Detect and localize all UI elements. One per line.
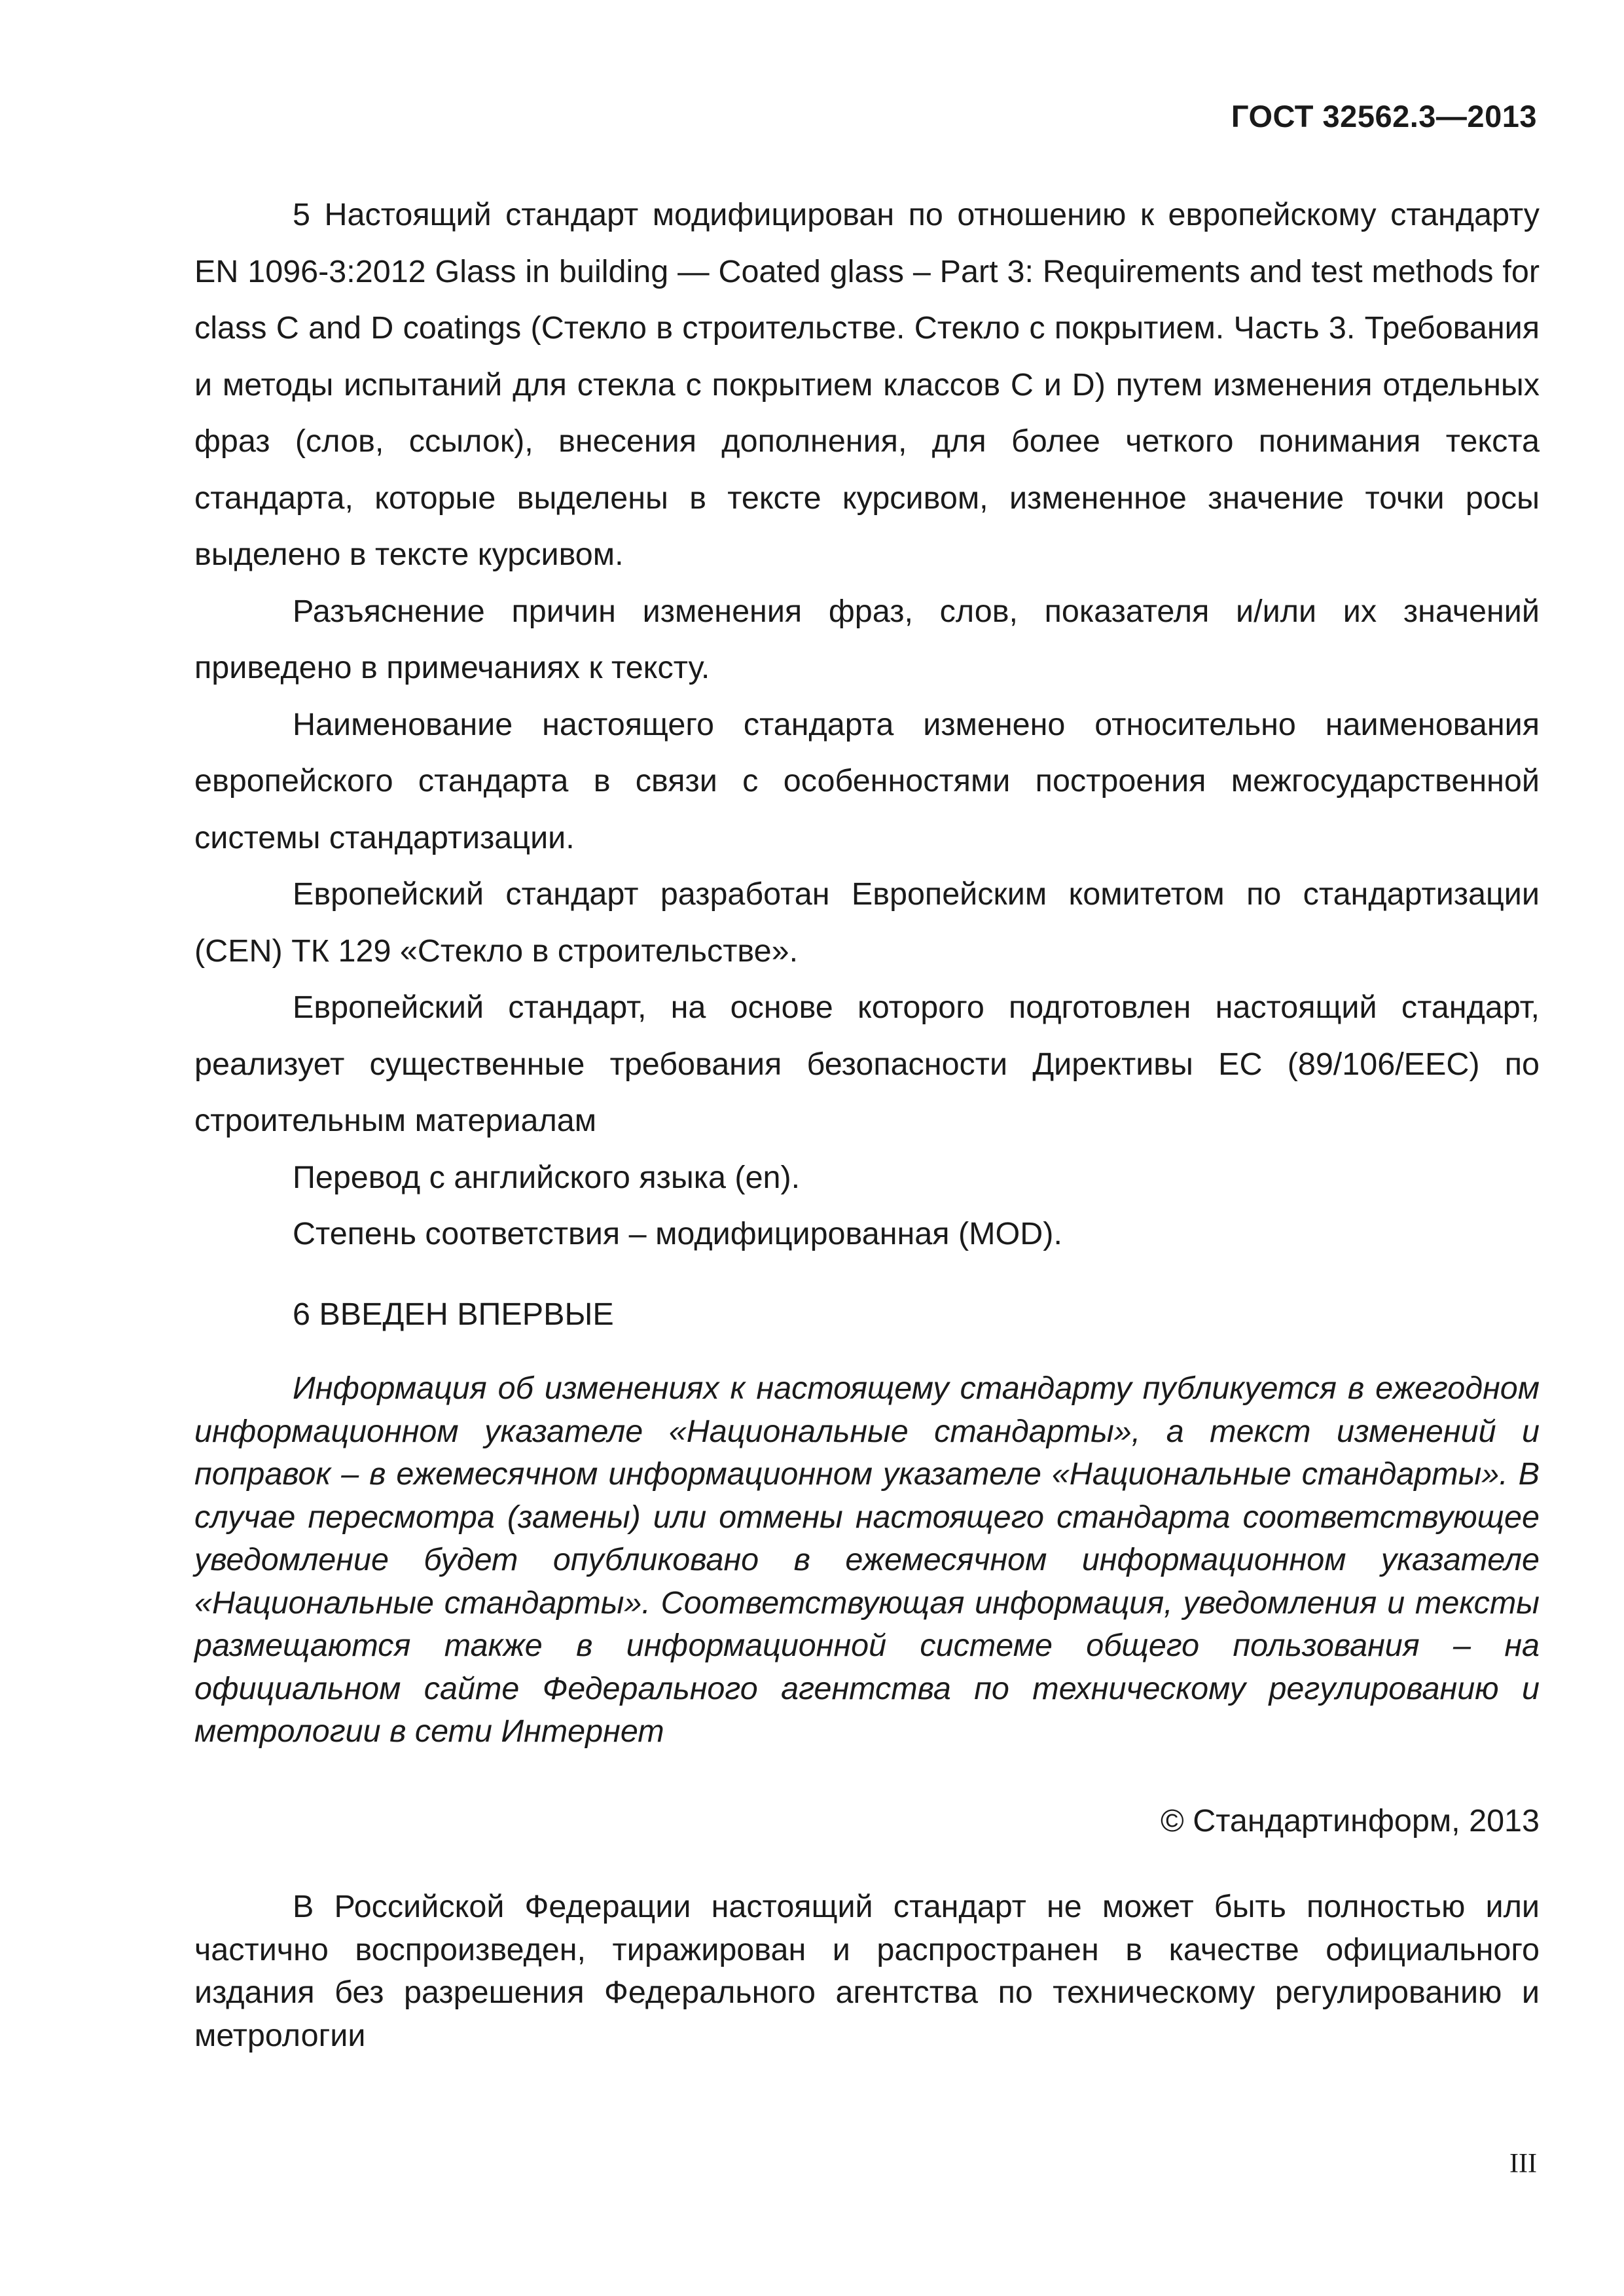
paragraph-changes-explanation: Разъяснение причин изменения фраз, слов, показателя и/или их значений приведено в примечаниях к тексту. xyxy=(194,593,1540,685)
paragraph-cen-committee: Европейский стандарт разработан Европейским комитетом по стандартизации (CEN) ТК 129 «Стекло в строительстве». xyxy=(194,876,1540,969)
info-notice: Информация об изменениях к настоящему стандарту публикуется в ежегодном информационном указателе «Национальные стандарты», а текст изменений и поправок – в ежемесячном информационном указателе «Национальные стандарты». В случае пересмотра (замены) или отмены настоящего стандарта соответствующее уведомление будет опубликовано в ежемесячном информационном указателе «Национальные стандарты». Соответствующая информация, уведомления и тексты размещаются также в информационной системе общего пользования – на официальном сайте Федерального агентства по техническому регулированию и метрологии в сети Интернет xyxy=(194,1371,1540,1749)
paragraph-conformity-degree: Степень соответствия – модифицированная (MOD). xyxy=(293,1216,1062,1251)
copyright-line: © Стандартинформ, 2013 xyxy=(1161,1803,1540,1839)
document-code-header: ГОСТ 32562.3—2013 xyxy=(1231,99,1537,134)
document-body xyxy=(194,187,1540,2057)
paragraph-standard-modification: 5 Настоящий стандарт модифицирован по отношению к европейскому стандарту EN 1096-3:2012 Glass in building — Coated glass – Part 3: Requirements and test methods for class C and D coatings (Стекло в строительстве. Стекло с покрытием. Часть 3. Требования и методы испытаний для стекла с покрытием классов C и D) путем изменения отдельных фраз (слов, ссылок), внесения дополнения, для более четкого понимания текста стандарта, которые выделены в тексте курсивом, измененное значение точки росы выделено в тексте курсивом. xyxy=(194,197,1540,572)
reproduction-notice: В Российской Федерации настоящий стандарт не может быть полностью или частично воспроизведен, тиражирован и распространен в качестве официального издания без разрешения Федерального агентства по техническому регулированию и метрологии xyxy=(194,1889,1540,2053)
section-6-title: 6 ВВЕДЕН ВПЕРВЫЕ xyxy=(293,1296,614,1332)
page-number: III xyxy=(1509,2149,1537,2179)
paragraph-name-change: Наименование настоящего стандарта изменено относительно наименования европейского стандарта в связи с особенностями построения межгосударственной системы стандартизации. xyxy=(194,706,1540,855)
paragraph-translation: Перевод с английского языка (en). xyxy=(293,1159,801,1195)
paragraph-directive: Европейский стандарт, на основе которого подготовлен настоящий стандарт, реализует существенные требования безопасности Директивы ЕС (89/106/ЕЕС) по строительным материалам xyxy=(194,990,1540,1138)
